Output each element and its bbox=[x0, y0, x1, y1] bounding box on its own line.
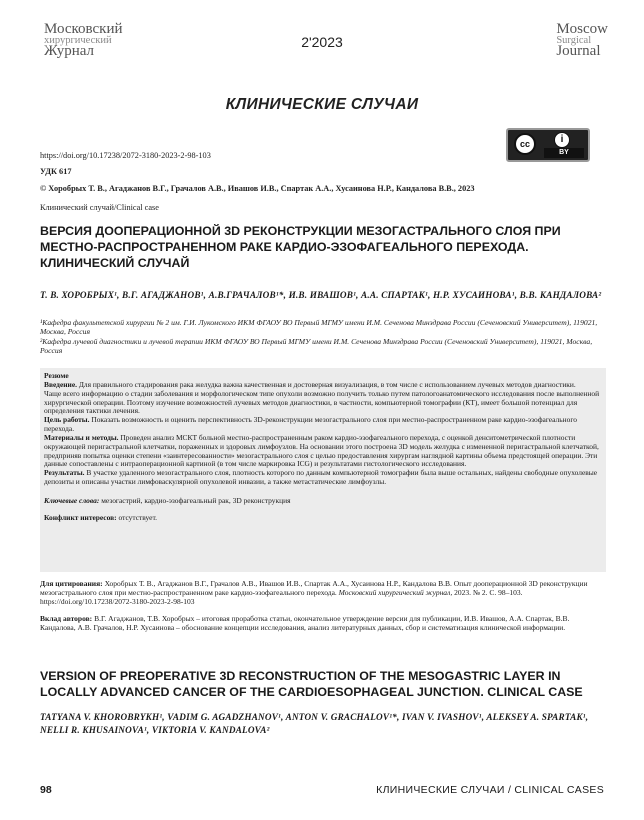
results-text: В участке удаленного мезогастрального слоя, плотность которого по данным компьютерной томографии была выше остальных, найдены свободные опухолевые депозиты и описаны участки лимфоваскулярной опухолевой инвазии, а также метастатические лимфоузлы. bbox=[44, 468, 598, 487]
attribution-person-icon: i bbox=[554, 132, 570, 148]
cc-icon: cc bbox=[514, 133, 536, 155]
udk: УДК 617 bbox=[40, 167, 72, 176]
issue-number: 2'2023 bbox=[301, 34, 343, 50]
section-title: КЛИНИЧЕСКИЕ СЛУЧАИ bbox=[225, 96, 419, 113]
keywords-label: Ключевые слова: bbox=[44, 495, 100, 505]
doi-link[interactable]: https://doi.org/10.17238/2072-3180-2023-2-98-103 bbox=[40, 151, 211, 160]
aim-label: Цель работы. bbox=[44, 415, 90, 425]
page-number: 98 bbox=[40, 784, 52, 796]
citation bbox=[40, 579, 606, 607]
cc-by-license-badge[interactable] bbox=[506, 128, 590, 162]
logo-ru-line3: Журнал bbox=[44, 43, 95, 59]
journal-logo-en bbox=[556, 21, 608, 59]
affiliation-2: ²Кафедра лучевой диагностики и лучевой терапии ИКМ ФГАОУ ВО Первый МГМУ имени И.М. Сеченова Минздрава России (Сеченовский Университет), 119021, Москва, Россия bbox=[40, 337, 593, 356]
citation-label: Для цитирования: bbox=[40, 579, 103, 588]
methods-label: Материалы и методы. bbox=[44, 432, 119, 442]
footer-section: КЛИНИЧЕСКИЕ СЛУЧАИ / CLINICAL CASES bbox=[376, 784, 604, 796]
aim-text: Показать возможность и оценить перспективность 3D-реконструкции мезогастрального слоя при местно-распространенном раке кардио-эзофагеального перехода. bbox=[44, 415, 577, 434]
abstract-intro-2: Чаще всего информацию о стадии заболевания и морфологическом типе опухоли возможно получить только путем патологоанатомического исследования после выполненной хирургической операции. Поэтому изучение возможностей лучевых методов диагностики, в частности, компьютерной томографии (КТ), имеет большой потенциал для определения тактики лечения. bbox=[44, 388, 600, 416]
affiliation-1: ¹Кафедра факультетской хирургии № 2 им. Г.И. Лукомского ИКМ ФГАОУ ВО Первый МГМУ имени И.М. Сеченова Минздрава России (Сеченовский Университет), 119021, Москва, Россия bbox=[40, 318, 598, 337]
article-title-en: VERSION OF PREOPERATIVE 3D RECONSTRUCTION OF THE MESOGASTRIC LAYER IN LOCALLY ADVANCED CANCER OF THE CARDIOESOPHAGEAL JUNCTION. CLINICAL CASE bbox=[40, 669, 583, 699]
abstract-box bbox=[40, 368, 606, 572]
abstract-methods bbox=[44, 434, 602, 469]
citation-text: Хоробрых Т. В., Агаджанов В.Г., Грачалов А.В., Ивашов И.В., Спартак А.А., Хусаинова Н.Р., Кандалова В.В. Опыт дооперационной 3D реконструкции мезогастрального слоя при местно-распространенном раке кардио-эзофагеального перехода. bbox=[40, 579, 588, 598]
abstract-results bbox=[44, 469, 602, 487]
contribution-label: Вклад авторов: bbox=[40, 614, 93, 623]
keywords-text: мезогастрий, кардио-эзофагеальный рак, 3D реконструкция bbox=[101, 495, 291, 505]
logo-en-line1: Moscow bbox=[556, 21, 608, 37]
author-contribution bbox=[40, 614, 606, 632]
intro-text: Для правильного стадирования рака желудка важна качественная и достоверная визуализация, в том числе с использованием лучевых методов диагностики. bbox=[78, 379, 576, 389]
citation-tail: 2023. № 2. С. 98–103. https://doi.org/10.17238/2072-3180-2023-2-98-103 bbox=[40, 588, 523, 607]
abstract-keywords bbox=[44, 497, 602, 506]
abstract-heading: Резюме bbox=[44, 371, 69, 380]
article-title-ru: ВЕРСИЯ ДООПЕРАЦИОННОЙ 3D РЕКОНСТРУКЦИИ МЕЗОГАСТРАЛЬНОГО СЛОЯ ПРИ МЕСТНО-РАСПРОСТРАНЕННОМ РАКЕ КАРДИО-ЭЗОФАГЕАЛЬНОГО ПЕРЕХОДА. КЛИНИЧЕСКИЙ СЛУЧАЙ bbox=[40, 224, 561, 270]
article-type: Клинический случай/Clinical case bbox=[40, 203, 159, 212]
logo-ru-line1: Московский bbox=[44, 21, 123, 37]
logo-en-line3: Journal bbox=[556, 43, 601, 59]
abstract-conflict bbox=[44, 514, 602, 523]
logo-en-line2: Surgical bbox=[556, 35, 592, 46]
contribution-text: В.Г. Агаджанов, Т.В. Хоробрых – итоговая проработка статьи, окончательное утверждение версии для публикации, И.В. Ивашов, А.А. Спартак, В.В. Кандалова, А.В. Грачалов, Н.Р. Хусаинова – обоснование концепции исследования, анализ литературных данных, сбор и систематизация клинической информации. bbox=[40, 614, 570, 633]
by-label: BY bbox=[544, 148, 584, 158]
copyright: © Хоробрых Т. В., Агаджанов В.Г., Грачалов А.В., Ивашов И.В., Спартак А.А., Хусаинова Н.Р., Кандалова В.В., 2023 bbox=[40, 184, 475, 193]
authors-ru: Т. В. ХОРОБРЫХ¹, В.Г. АГАДЖАНОВ¹, А.В.ГРАЧАЛОВ¹*, И.В. ИВАШОВ¹, А.А. СПАРТАК¹, Н.Р. ХУСАИНОВА¹, В.В. КАНДАЛОВА² bbox=[40, 290, 602, 300]
conflict-label: Конфликт интересов: bbox=[44, 512, 117, 522]
methods-text: Проведен анализ МСКТ больной местно-распространенным раком кардио-эзофагеального перехода, с оценкой денситометрической плотности окружающей перигастральной клетчатки, пораженных и здоровых лимфоузлов. На основании этого построена 3D модель желудка с измененной перигастральной клетчаткой, предприняв попытка оценки степени «заинтересованности» мезогастрального слоя с целью предоставления хирургам наглядной картины объема предстоящей операции. Эти данные сопоставлены с интраоперационной картиной (в том числе маркировка ICG) и результатами гистологического исследования. bbox=[44, 432, 599, 469]
results-label: Результаты. bbox=[44, 468, 85, 478]
logo-ru-line2: хирургический bbox=[44, 35, 112, 46]
intro-label: Введение. bbox=[44, 379, 77, 389]
conflict-text: отсутствует. bbox=[118, 512, 157, 522]
citation-journal: Московский хирургический журнал, bbox=[338, 588, 453, 598]
authors-en: TATYANA V. KHOROBRYKH¹, VADIM G. AGADZHANOV¹, ANTON V. GRACHALOV¹*, IVAN V. IVASHOV¹, ALEKSEY A. SPARTAK¹, NELLI R. KHUSAINOVA¹, VIKTORIA V. KANDALOVA² bbox=[40, 712, 589, 735]
abstract-aim bbox=[44, 416, 602, 434]
